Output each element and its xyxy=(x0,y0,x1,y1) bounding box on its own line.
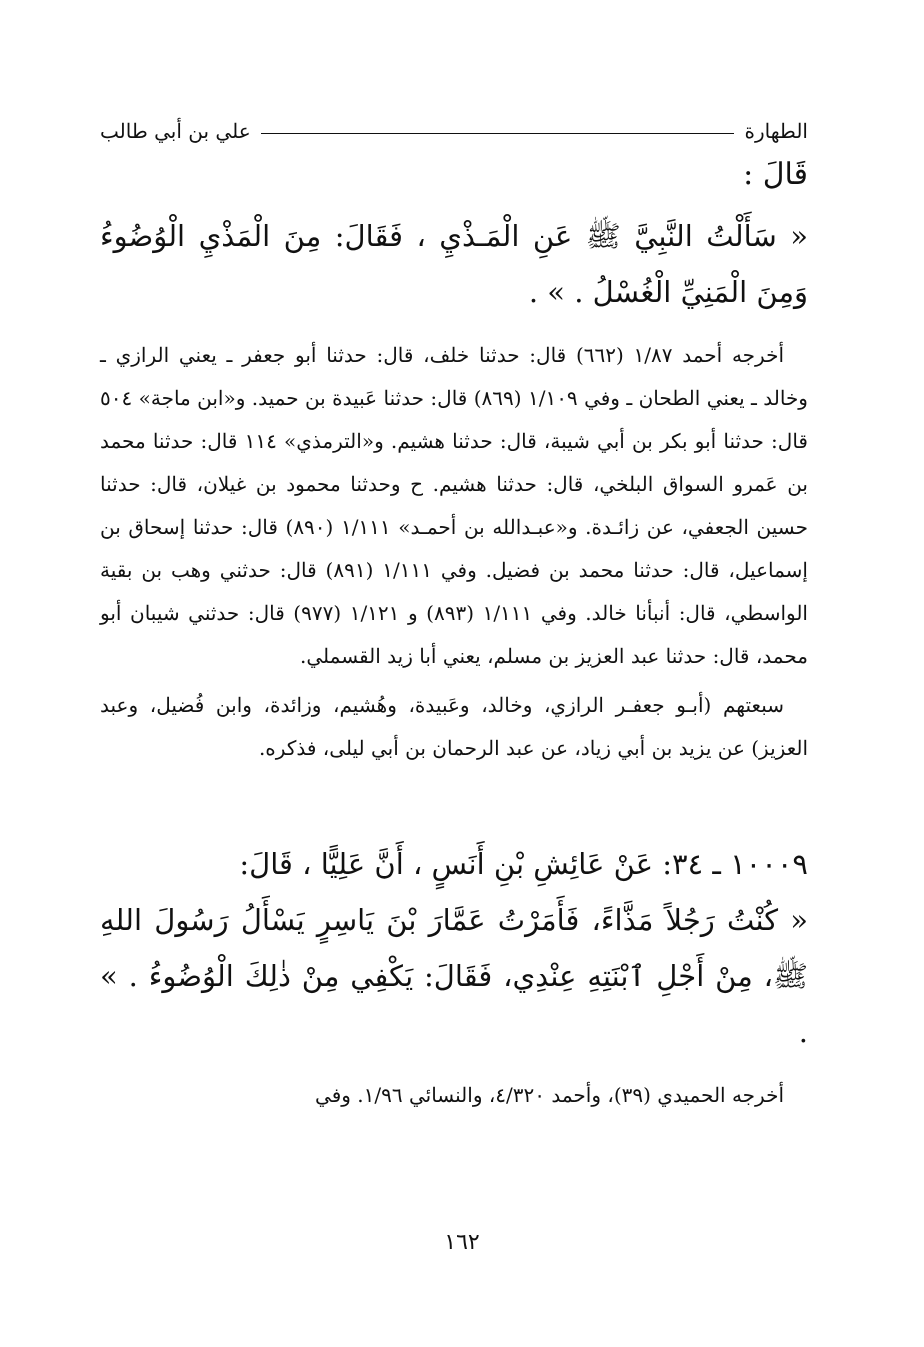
takhrij-paragraph: سبعتهم (أبـو جعفـر الرازي، وخالد، وعَبيدة، وهُشيم، وزائدة، وابن فُضيل، وعبد العزيز) عن يزيد بن أبي زياد، عن عبد الرحمان بن أبي ليلى، فذكره. xyxy=(100,693,808,760)
book-title: علي بن أبي طالب xyxy=(100,119,251,143)
section-title: الطهارة xyxy=(744,119,808,143)
spacer xyxy=(100,776,808,836)
takhrij-paragraph: أخرجه الحميدي (٣٩)، وأحمد ٤/٣٢٠، والنسائي ١/٩٦. وفي xyxy=(315,1083,784,1107)
hadith-text: « سَأَلْتُ النَّبِيَّ ﷺ عَنِ الْمَـذْيِ ، فَقَالَ: مِنَ الْمَذْيِ الْوُضُوءُ وَمِنَ الْمَنِيِّ الْغُسْلُ . » . xyxy=(100,219,808,309)
takhrij-paragraph: أخرجه أحمد ١/٨٧ (٦٦٢) قال: حدثنا خلف، قال: حدثنا أبو جعفر ـ يعني الرازي ـ وخالد ـ يعني الطحان ـ وفي ١/١٠٩ (٨٦٩) قال: حدثنا عَبيدة بن حميد. و«ابن ماجة» ٥٠٤ قال: حدثنا أبو بكر بن أبي شيبة، قال: حدثنا هشيم. و«الترمذي» ١١٤ قال: حدثنا محمد بن عَمرو السواق البلخي، قال: حدثنا هشيم. ح وحدثنا محمود بن غيلان، قال: حدثنا حسين الجعفي، عن زائـدة. و«عبـدالله بن أحمـد» ١/١١١ (٨٩٠) قال: حدثنا إسحاق بن إسماعيل، قال: حدثنا محمد بن فضيل. وفي ١/١١١ (٨٩١) قال: حدثني وهب بن بقية الواسطي، قال: أنبأنا خالد. وفي ١/١١١ (٨٩٣) و ١/١٢١ (٩٧٧) قال: حدثني شيبان أبو محمد، قال: حدثنا عبد العزيز بن مسلم، يعني أبا زيد القسملي. xyxy=(100,343,808,668)
header-rule xyxy=(261,133,735,134)
hadith-heading: ١٠٠٠٩ ـ ٣٤: عَنْ عَائِشِ بْنِ أَنَسٍ ، أَنَّ عَلِيًّا ، قَالَ: xyxy=(239,847,808,881)
hadith-text: « كُنْتُ رَجُلاً مَذَّاءً، فَأَمَرْتُ عَمَّارَ بْنَ يَاسِرٍ يَسْأَلُ رَسُولَ اللهِ ﷺ، مِنْ أَجْلِ ٱبْنَتِهِ عِنْدِي، فَقَالَ: يَكْفِي مِنْ ذٰلِكَ الْوُضُوءُ . » . xyxy=(100,903,808,1049)
page-content xyxy=(100,152,808,1123)
running-header xyxy=(100,103,808,143)
narration-intro: قَالَ : xyxy=(743,157,808,192)
page-number: ١٦٢ xyxy=(444,1230,480,1255)
